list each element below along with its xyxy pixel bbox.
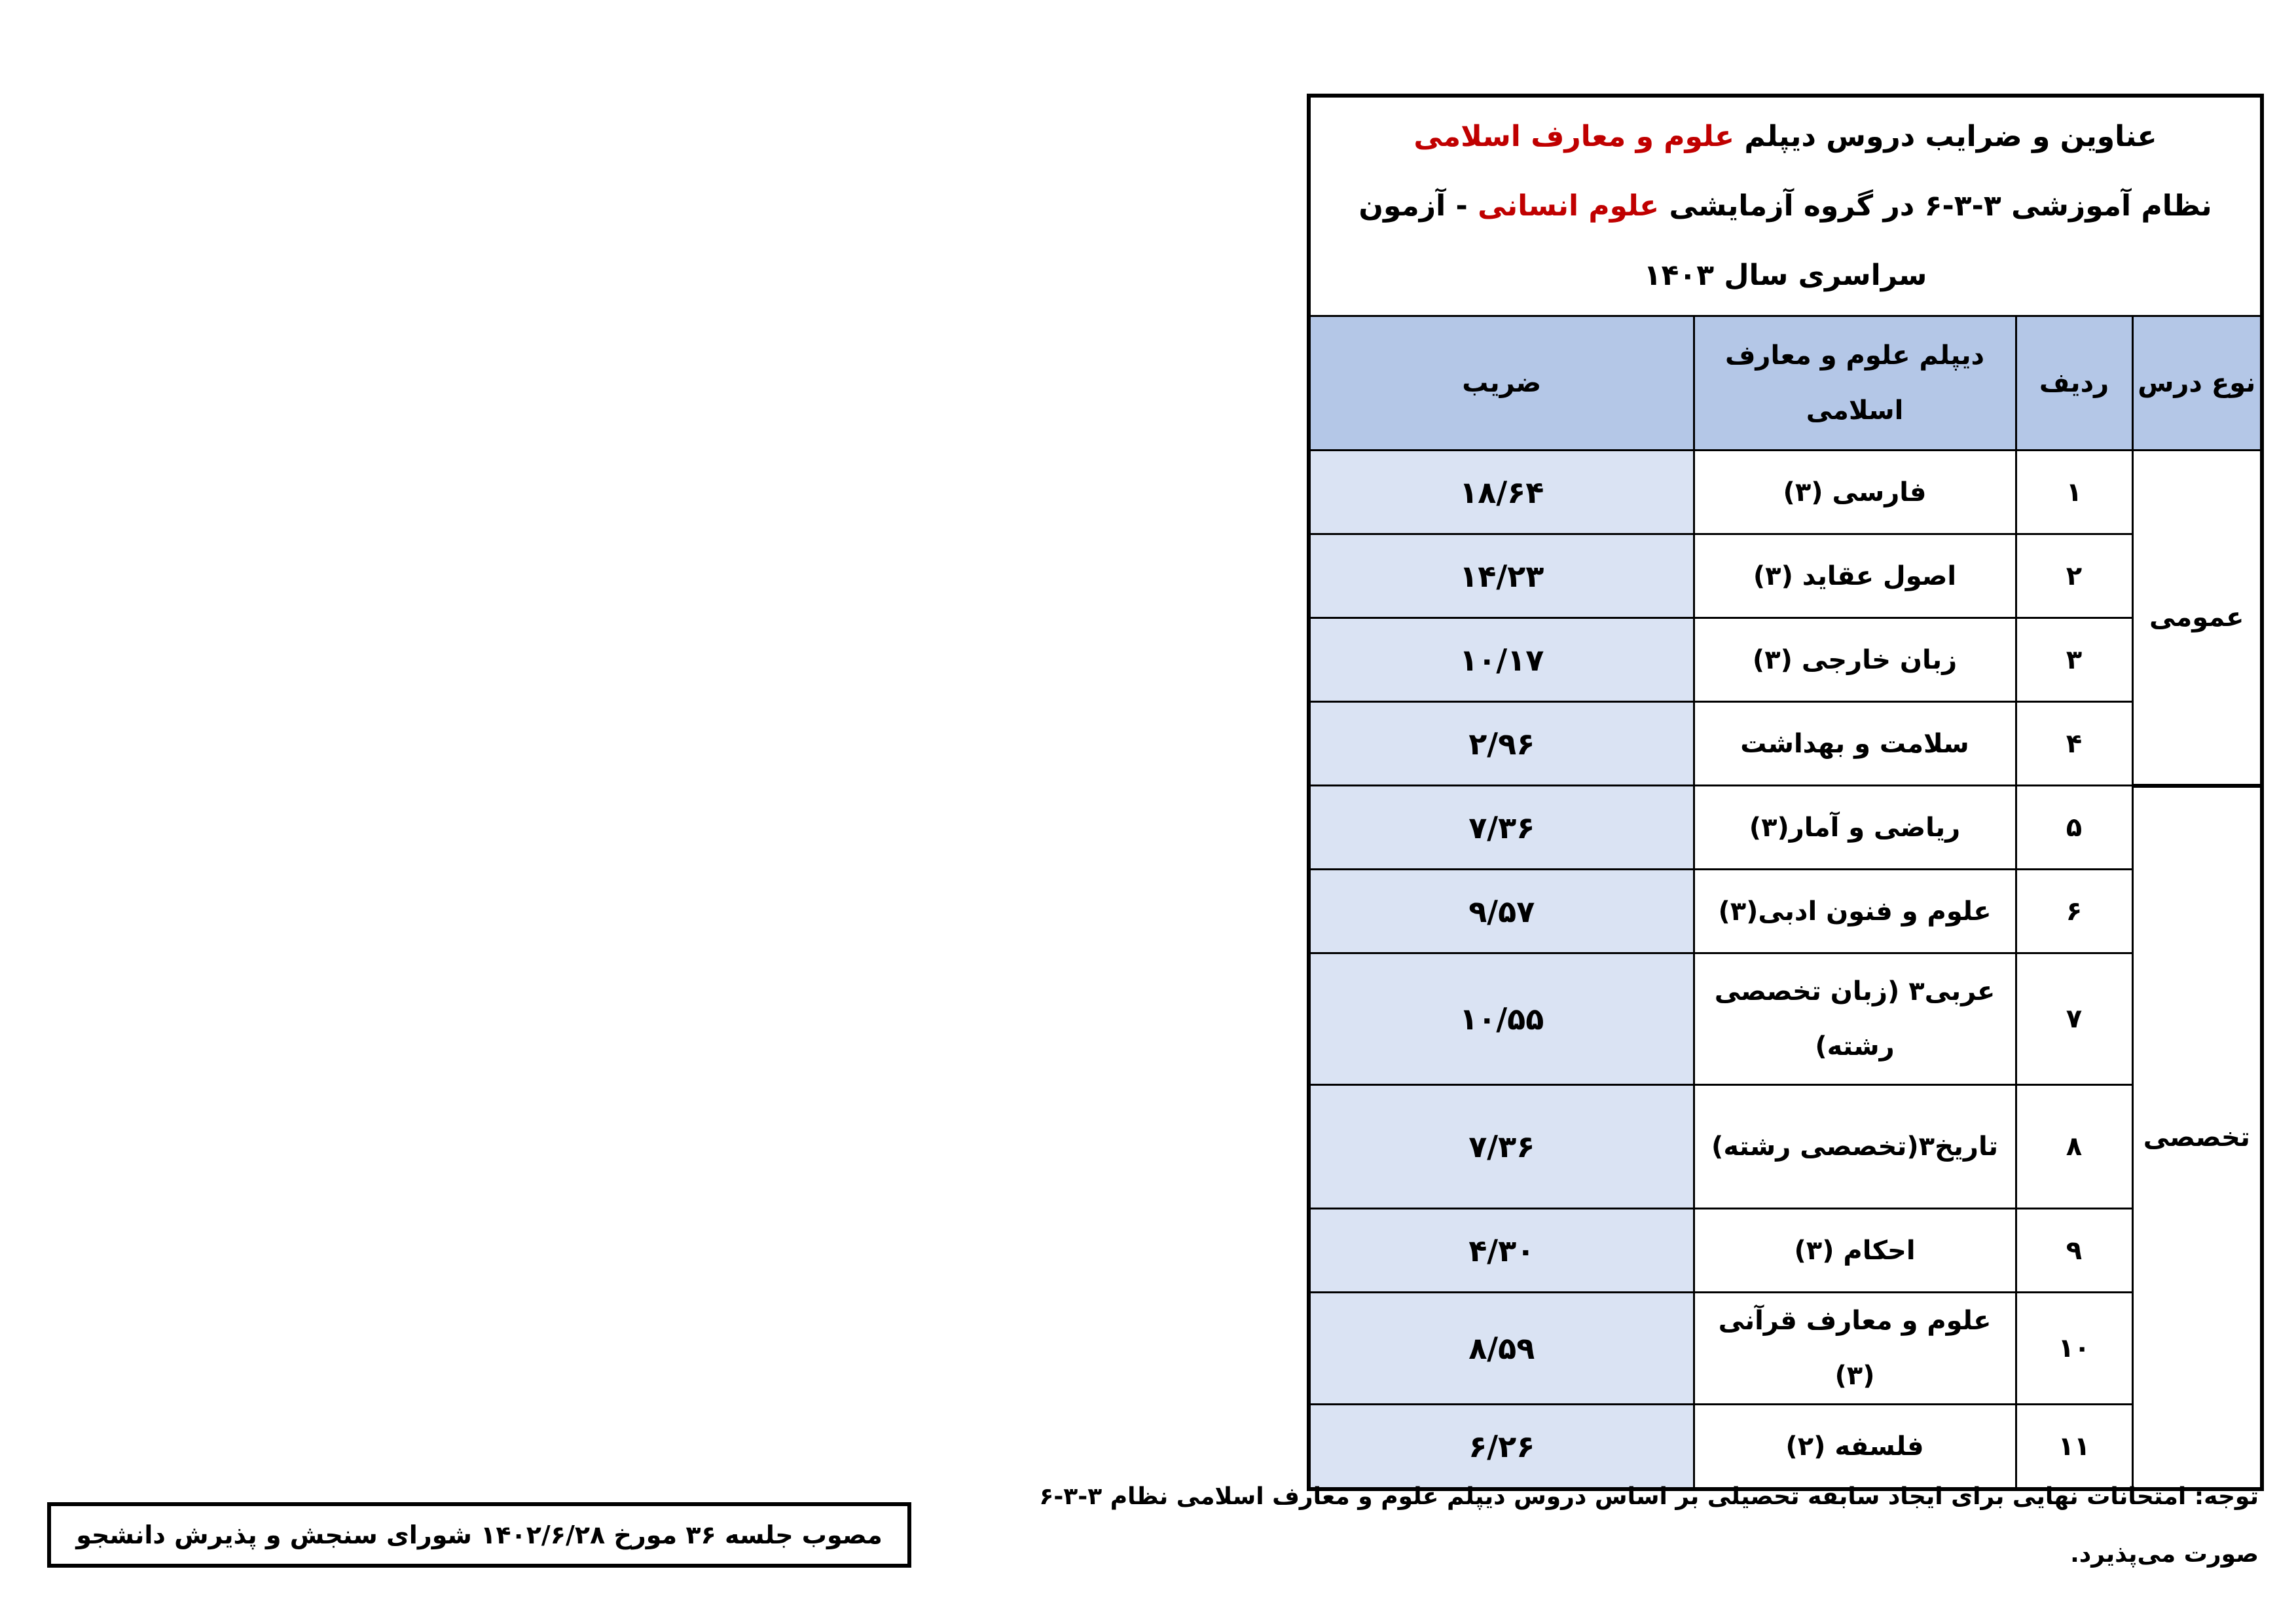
row-number: ۱۱ xyxy=(2016,1405,2132,1490)
coefficient: ۶/۲۶ xyxy=(1309,1405,1694,1490)
coefficient: ۱۴/۲۳ xyxy=(1309,534,1694,618)
table-row xyxy=(1309,618,2262,702)
header-row xyxy=(1309,316,2262,451)
group-general: عمومی xyxy=(2132,451,2262,786)
coefficient: ۹/۵۷ xyxy=(1309,870,1694,953)
course-name: فلسفه (۲) xyxy=(1694,1405,2016,1490)
coefficients-table xyxy=(1307,94,2264,1491)
group-specialized: تخصصی xyxy=(2132,786,2262,1490)
coefficient: ۷/۳۶ xyxy=(1309,786,1694,870)
row-number: ۵ xyxy=(2016,786,2132,870)
coefficient: ۴/۳۰ xyxy=(1309,1209,1694,1293)
course-name: ریاضی و آمار(۳) xyxy=(1694,786,2016,870)
row-number: ۸ xyxy=(2016,1085,2132,1209)
coefficient: ۸/۵۹ xyxy=(1309,1293,1694,1405)
course-name: علوم و فنون ادبی(۳) xyxy=(1694,870,2016,953)
row-number: ۷ xyxy=(2016,953,2132,1085)
table-row xyxy=(1309,1085,2262,1209)
header-row-number: ردیف xyxy=(2016,316,2132,451)
course-name: علوم و معارف قرآنی (۳) xyxy=(1694,1293,2016,1405)
approval-text: مصوب جلسه ۳۶ مورخ ۱۴۰۲/۶/۲۸ شورای سنجش و پذیرش دانشجو xyxy=(76,1521,883,1549)
table-row xyxy=(1309,953,2262,1085)
row-number: ۳ xyxy=(2016,618,2132,702)
course-name: زبان خارجی (۳) xyxy=(1694,618,2016,702)
course-name: عربی۳ (زبان تخصصی رشته) xyxy=(1694,953,2016,1085)
coefficient: ۱۸/۶۴ xyxy=(1309,451,1694,534)
coefficient: ۱۰/۱۷ xyxy=(1309,618,1694,702)
course-name: احکام (۳) xyxy=(1694,1209,2016,1293)
title-line-3: سراسری سال ۱۴۰۳ xyxy=(1643,259,1927,292)
header-course-type: نوع درس xyxy=(2132,316,2262,451)
header-course-name: دیپلم علوم و معارف اسلامی xyxy=(1694,316,2016,451)
course-name: سلامت و بهداشت xyxy=(1694,702,2016,786)
coefficient: ۲/۹۶ xyxy=(1309,702,1694,786)
row-number: ۶ xyxy=(2016,870,2132,953)
row-number: ۲ xyxy=(2016,534,2132,618)
course-name: تاریخ۳(تخصصی رشته) xyxy=(1694,1085,2016,1209)
footnote: توجه: امتحانات نهایی برای ایجاد سابقه تحصیلی بر اساس دروس دیپلم علوم و معارف اسلامی نظام ۳-۳-۶ صورت می‌پذیرد. xyxy=(1039,1483,2259,1568)
row-number: ۱ xyxy=(2016,451,2132,534)
table-row xyxy=(1309,702,2262,786)
table-row xyxy=(1309,870,2262,953)
table-row xyxy=(1309,451,2262,534)
table-row xyxy=(1309,1293,2262,1405)
course-name: فارسی (۳) xyxy=(1694,451,2016,534)
table-title xyxy=(1309,96,2262,316)
coefficient: ۱۰/۵۵ xyxy=(1309,953,1694,1085)
table-row xyxy=(1309,534,2262,618)
row-number: ۹ xyxy=(2016,1209,2132,1293)
course-name: اصول عقاید (۳) xyxy=(1694,534,2016,618)
table-row xyxy=(1309,1209,2262,1293)
title-line-1: عناوین و ضرایب دروس دیپلم علوم و معارف اسلامی xyxy=(1413,120,2157,153)
row-number: ۱۰ xyxy=(2016,1293,2132,1405)
approval-box xyxy=(47,1502,911,1568)
title-highlight-diploma: علوم و معارف اسلامی xyxy=(1413,120,1735,153)
title-line-2: نظام آموزشی ۳-۳-۶ در گروه آزمایشی علوم انسانی - آزمون xyxy=(1358,189,2212,223)
row-number: ۴ xyxy=(2016,702,2132,786)
header-coefficient: ضریب xyxy=(1309,316,1694,451)
coefficient: ۷/۳۶ xyxy=(1309,1085,1694,1209)
table-row xyxy=(1309,786,2262,870)
title-highlight-group: علوم انسانی xyxy=(1478,189,1660,223)
